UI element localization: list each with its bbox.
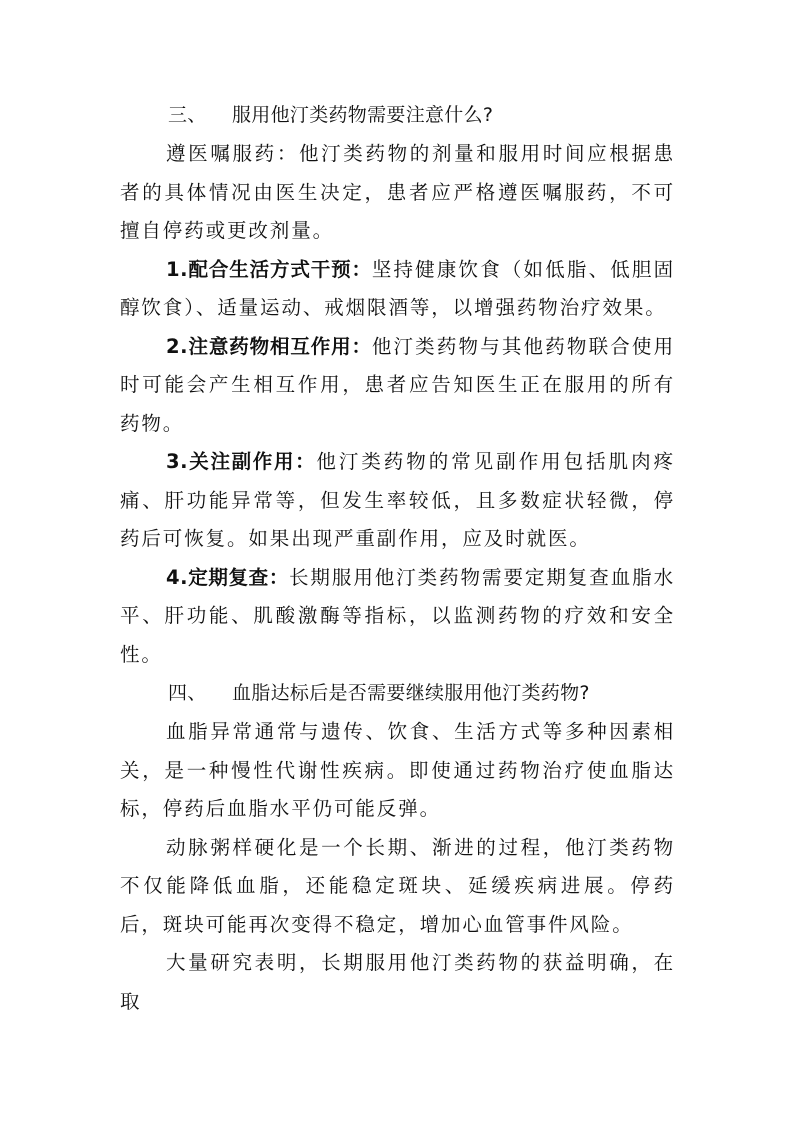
item-2-paragraph <box>120 328 675 444</box>
item-3-body: 他汀类药物的常见副作用包括肌肉疼痛、肝功能异常等，但发生率较低，且多数症状轻微，停药后可恢复。如果出现严重副作用，应及时就医。 <box>120 450 675 550</box>
section-4-paragraph-1: 血脂异常通常与遗传、饮食、生活方式等多种因素相关，是一种慢性代谢性疾病。即使通过药物治疗使血脂达标，停药后血脂水平仍可能反弹。 <box>120 720 675 820</box>
item-2-lead: 2.注意药物相互作用： <box>166 334 372 358</box>
section-4-paragraph-3: 大量研究表明，长期服用他汀类药物的获益明确，在取 <box>120 951 675 1013</box>
item-1-lead: 1.配合生活方式干预： <box>166 257 372 281</box>
item-4-paragraph <box>120 559 675 675</box>
item-4-lead: 4.定期复查： <box>166 565 289 589</box>
item-3-paragraph <box>120 443 675 559</box>
section-3-heading <box>120 96 675 135</box>
section-3-number: 三、 <box>168 104 207 126</box>
section-4-paragraph-2: 动脉粥样硬化是一个长期、渐进的过程，他汀类药物不仅能降低血脂，还能稳定斑块、延缓疾病进展。停药后，斑块可能再次变得不稳定，增加心血管事件风险。 <box>120 835 675 936</box>
item-1-paragraph <box>120 251 675 328</box>
item-2-body: 他汀类药物与其他药物联合使用时可能会产生相互作用，患者应告知医生正在服用的所有药物。 <box>120 334 675 435</box>
item-1-body: 坚持健康饮食（如低脂、低胆固醇饮食）、适量运动、戒烟限酒等，以增强药物治疗效果。 <box>120 257 675 319</box>
document-body <box>120 96 675 1021</box>
section-3-intro-paragraph: 遵医嘱服药：他汀类药物的剂量和服用时间应根据患者的具体情况由医生决定，患者应严格遵医嘱服药，不可擅自停药或更改剂量。 <box>120 142 675 242</box>
section-4-title: 血脂达标后是否需要继续服用他汀类药物? <box>232 682 590 704</box>
section-4-number: 四、 <box>168 682 207 704</box>
section-3-title: 服用他汀类药物需要注意什么? <box>232 104 494 126</box>
item-3-lead: 3.关注副作用： <box>166 450 317 473</box>
item-4-body: 长期服用他汀类药物需要定期复查血脂水平、肝功能、肌酸激酶等指标，以监测药物的疗效和安全性。 <box>120 565 675 666</box>
section-4-heading <box>120 674 675 713</box>
